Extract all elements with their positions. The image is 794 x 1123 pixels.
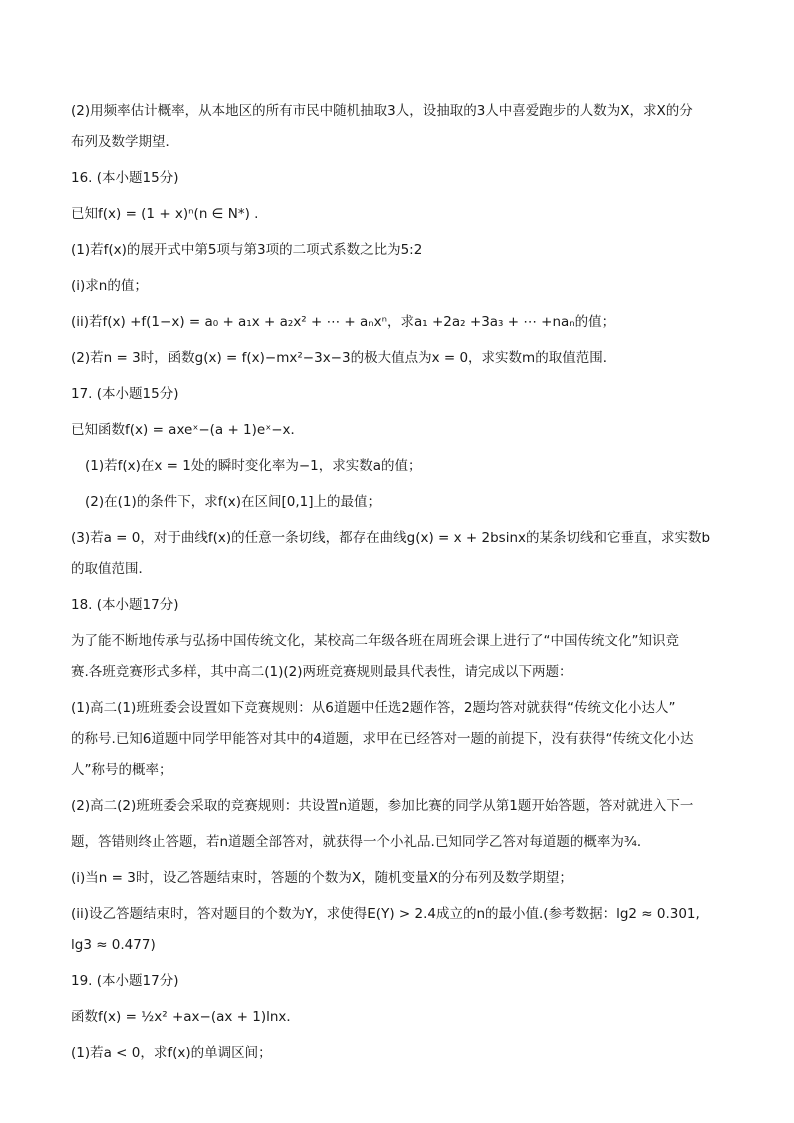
q15-part2-line2: 布列及数学期望． [71, 134, 179, 150]
q16-part2: (2)若n = 3时，函数g(x) = f(x)−mx²−3x−3的极大值点为x = 0，求实数m的取值范围． [71, 350, 617, 366]
q17-part1: (1)若f(x)在x = 1处的瞬时变化率为−1，求实数a的值； [85, 458, 422, 474]
q15-part2-line1: (2)用频率估计概率，从本地区的所有市民中随机抽取3人，设抽取的3人中喜爱跑步的人数为X，求X的分 [71, 103, 693, 119]
q18-part2-line2: 题，答错则终止答题，若n道题全部答对，就获得一个小礼品.已知同学乙答对每道题的概率为¾． [71, 834, 651, 850]
q18-part1-line1: (1)高二(1)班班委会设置如下竞赛规则：从6道题中任选2题作答，2题均答对就获得“传统文化小达人” [71, 700, 676, 716]
q18-part2-i: (i)当n = 3时，设乙答题结束时，答题的个数为X，随机变量X的分布列及数学期望； [71, 870, 573, 886]
q18-part2-ii-line1: (ii)设乙答题结束时，答对题目的个数为Y，求使得E(Y) > 2.4成立的n的最小值.(参考数据：lg2 ≈ 0.301, [71, 906, 700, 922]
q19-part1: (1)若a < 0，求f(x)的单调区间； [71, 1045, 272, 1061]
q18-stem-line2: 赛.各班竞赛形式多样，其中高二(1)(2)两班竞赛规则最具代表性，请完成以下两题： [71, 664, 573, 680]
q19-stem: 函数f(x) = ½x² +ax−(ax + 1)lnx． [71, 1009, 300, 1025]
q18-part1-line3: 人”称号的概率； [71, 762, 173, 778]
q17-part3-line2: 的取值范围． [71, 561, 152, 577]
q18-part1-line2: 的称号.已知6道题中同学甲能答对其中的4道题，求甲在已经答对一题的前提下，没有获得“传统文化小达 [71, 731, 694, 747]
document-body [71, 98, 721, 1076]
q16-part1-ii: (ii)若f(x) +f(1−x) = a₀ + a₁x + a₂x² + ⋯ + aₙxⁿ，求a₁ +2a₂ +3a₃ + ⋯ +naₙ的值； [71, 314, 616, 330]
q17-stem: 已知函数f(x) = axeˣ−(a + 1)eˣ−x． [71, 422, 305, 438]
q16-part1-i: (i)求n的值； [71, 278, 148, 294]
q17-title: 17. (本小题15分) [71, 386, 179, 402]
q16-title: 16. (本小题15分) [71, 170, 179, 186]
q16-stem: 已知f(x) = (1 + x)ⁿ(n ∈ N*) . [71, 206, 259, 222]
q18-title: 18. (本小题17分) [71, 597, 179, 613]
q19-title: 19. (本小题17分) [71, 973, 179, 989]
q18-part2-ii-line2: lg3 ≈ 0.477) [71, 937, 156, 953]
q18-stem-line1: 为了能不断地传承与弘扬中国传统文化，某校高二年级各班在周班会课上进行了“中国传统文化”知识竞 [71, 633, 679, 649]
q17-part2: (2)在(1)的条件下，求f(x)在区间[0,1]上的最值； [85, 494, 382, 510]
q16-part1: (1)若f(x)的展开式中第5项与第3项的二项式系数之比为5:2 [71, 242, 423, 258]
q17-part3-line1: (3)若a = 0，对于曲线f(x)的任意一条切线，都存在曲线g(x) = x + 2bsinx的某条切线和它垂直，求实数b [71, 530, 711, 546]
q18-part2-line1: (2)高二(2)班班委会采取的竞赛规则：共设置n道题，参加比赛的同学从第1题开始答题，答对就进入下一 [71, 798, 694, 814]
